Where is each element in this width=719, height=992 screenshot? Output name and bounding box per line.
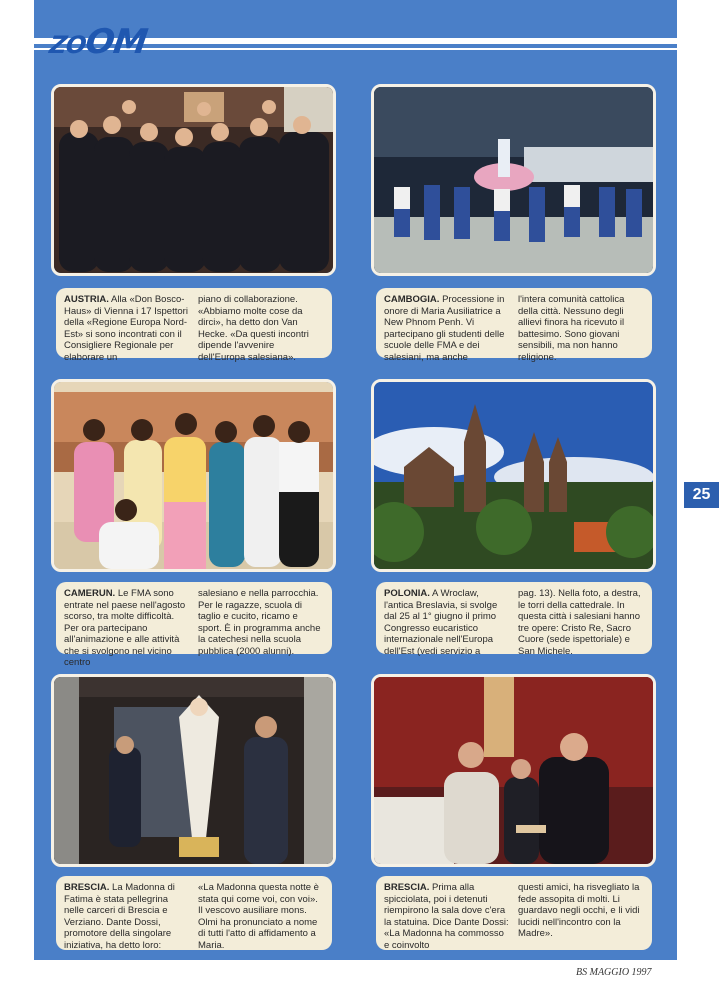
caption-camerun: CAMERUN. Le FMA sono entrate nel paese nell'agosto scorso, tra molte difficoltà. Per ora partecipano all'animazione e alle attività che si svolgono nel vicino centro salesiano e nella parrocchia. Per le ragazze, scuola di taglio e cucito, ricamo e sport. È in programma anche la catechesi nella scuola pubblica (2000 alunni). [56,582,332,654]
photo-cambogia-procession [371,84,656,276]
caption-brescia-detenuti: BRESCIA. Prima alla spicciolata, poi i detenuti riempirono la sala dove c'era la statuina. Dice Dante Dossi: «La Madonna ha commosso e coinvolto questi amici, ha risvegliato la fede assopita di molti. Li guardavo negli occhi, e li vidi lucidi nell'incontro con la Madre». [376,876,652,950]
footer-issue: BS MAGGIO 1997 [576,967,652,978]
caption-brescia-carceri: BRESCIA. La Madonna di Fatima è stata pellegrina nelle carceri di Brescia e Verziano. Dante Dossi, promotore della singolare iniziativa, ha detto loro: «La Madonna questa notte è stata qui come voi, con voi». Il vescovo ausiliare mons. Olmi ha pronunciato a nome di tutti l'atto di affidamento a Maria. [56,876,332,950]
section-title-zoom: ZOOM [47,22,150,62]
caption-austria: AUSTRIA. Alla «Don Bosco-Haus» di Vienna i 17 Ispettori della «Regione Europa Nord-Est» si sono incontrati con il Consigliere Regionale per elaborare un piano di collaborazione. «Abbiamo molte cose da dirci», ha detto don Van Hecke. «Da questi incontri dipende l'avvenire dell'Europa salesiana». [56,288,332,358]
page-number-tab: 25 [684,482,719,508]
photo-polonia-cathedral [371,379,656,572]
photo-brescia-handshake [371,674,656,867]
photo-austria-group [51,84,336,276]
caption-polonia: POLONIA. A Wroclaw, l'antica Breslavia, si svolge dal 25 al 1° giugno il primo Congresso eucaristico internazionale nell'Europa dell'Est (vedi servizio a pag. 13). Nella foto, a destra, le torri della cattedrale. In questa città i salesiani hanno tre opere: Cristo Re, Sacro Cuore (sede ispettoriale) e San Michele. [376,582,652,654]
photo-brescia-statue-guards [51,674,336,867]
caption-cambogia: CAMBOGIA. Processione in onore di Maria Ausiliatrice a New Phnom Penh. Vi partecipano gli studenti delle scuole delle FMA e dei salesiani, ma anche l'intera comunità cattolica della città. Nessuno degli allievi finora ha ricevuto il battesimo. Sono giovani sensibili, ma non hanno religione. [376,288,652,358]
photo-camerun-girls [51,379,336,572]
